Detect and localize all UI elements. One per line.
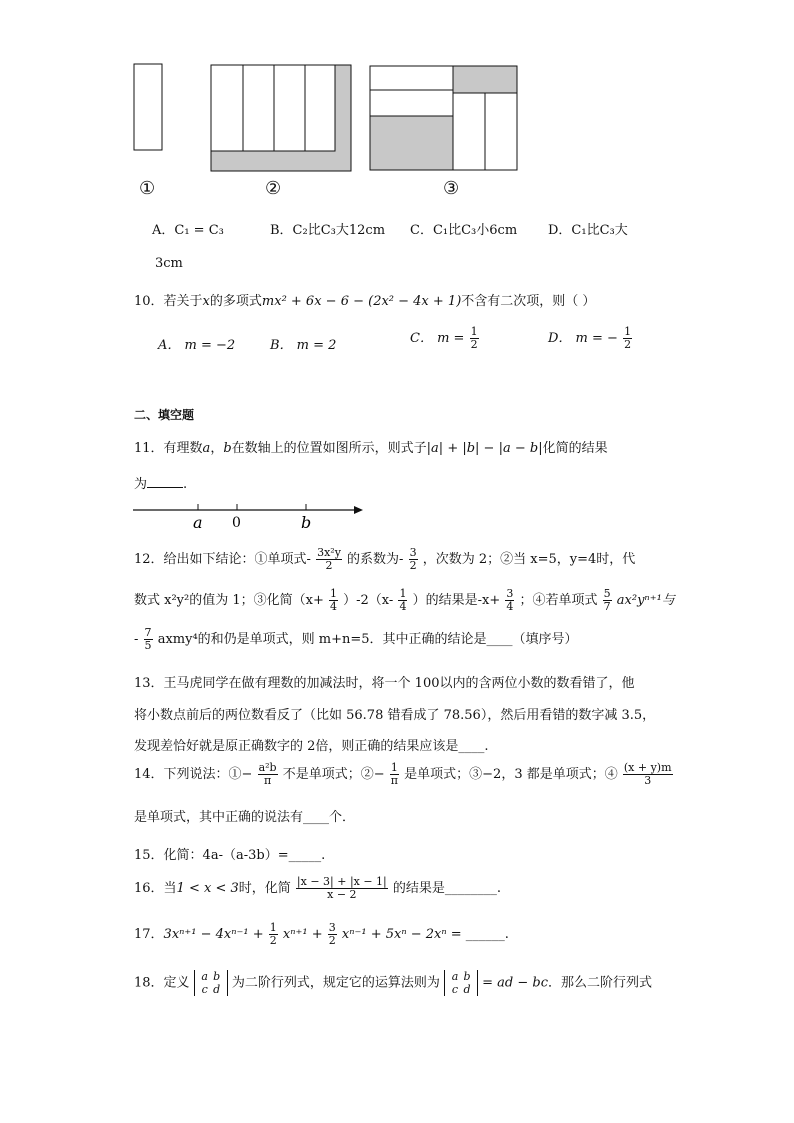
q14-line2: 是单项式，其中正确的说法有____个．	[134, 810, 356, 825]
q10-option-c: C． m = $\frac{1}{2}$	[410, 325, 478, 351]
fraction: $\frac{3}{2}$	[328, 921, 336, 947]
fraction: $\frac{\text{a²b}}{\pi}$	[258, 761, 277, 787]
fraction: $\frac{|x - 3| + |x - 1|}{x - 2}$	[296, 875, 387, 901]
determinant: a b c d	[194, 970, 228, 996]
fraction: $\frac{1}{\pi}$	[390, 761, 399, 787]
numberline-label-0: 0	[232, 515, 241, 531]
q12-line2: 数式 x²y²的值为 1；③化简（x+ $\frac{1}{4}$ ）-2（x- $\frac{1}{4}$ ）的结果是-x+ $\frac{3}{4}$ ；④若单项式 $\frac{5}{7}$ ax²yⁿ⁺¹与	[134, 587, 675, 613]
fraction: $\frac{3}{2}$	[409, 546, 417, 572]
answer-blank	[147, 475, 183, 488]
numberline-label-a: a	[193, 513, 203, 532]
q9-option-d-cont: 3cm	[155, 256, 183, 271]
number-line	[130, 498, 370, 534]
fraction: $\frac{3}{4}$	[506, 587, 514, 613]
q9-option-d: D．C₁比C₃大	[548, 223, 628, 238]
fraction: $\frac{1}{2}$	[624, 325, 632, 351]
fraction: $\frac{\text{3x²y}}{2}$	[317, 546, 341, 572]
q11-line2: 为 .	[134, 477, 188, 492]
q11-line1: 11．有理数a，b在数轴上的位置如图所示，则式子|a| + |b| − |a − b|化简的结果	[134, 441, 608, 456]
q15: 15．化简：4a-（a-3b）=_____.	[134, 848, 326, 863]
q17: 17．3xⁿ⁺¹ − 4xⁿ⁻¹ + $\frac{1}{2}$ xⁿ⁺¹ + $\frac{3}{2}$ xⁿ⁻¹ + 5xⁿ − 2xⁿ = ______.	[134, 921, 509, 947]
fraction: $\frac{1}{2}$	[470, 325, 478, 351]
fraction: $\frac{1}{4}$	[330, 587, 337, 613]
q10-option-d: D． m = − $\frac{1}{2}$	[548, 325, 632, 351]
section-title: 二、填空题	[134, 408, 195, 422]
q18: 18．定义 a b c d 为二阶行列式，规定它的运算法则为 a b c d = ad − bc．那么二阶行列式	[134, 970, 652, 996]
determinant: a b c d	[444, 970, 478, 996]
figure-1-rect	[134, 64, 162, 150]
figure-2-inner	[211, 65, 335, 151]
q16: 16．当1 < x < 3时，化简 $\frac{|x - 3| + |x - 1|}{x - 2}$ 的结果是________.	[134, 875, 502, 901]
q13-line1: 13．王马虎同学在做有理数的加减法时，将一个 100以内的含两位小数的数看错了，他	[134, 676, 635, 691]
q13-line2: 将小数点前后的两位数看反了（比如 56.78 错看成了 78.56），然后用看错的数字减 3.5，	[134, 708, 656, 723]
figure-rectangles	[0, 0, 794, 210]
fraction: $\frac{1}{2}$	[269, 921, 277, 947]
figure-1-label: ①	[139, 178, 156, 199]
fraction: $\frac{(x + y)m}{3}$	[623, 761, 672, 787]
q9-option-a: A．C₁ = C₃	[152, 223, 224, 238]
q12-line1: 12．给出如下结论：①单项式- $\frac{\text{3x²y}}{2}$ 的系数为- $\frac{3}{2}$ ，次数为 2；②当 x=5，y=4时，代	[134, 546, 636, 572]
q10-stem: 10．若关于x的多项式mx² + 6x − 6 − (2x² − 4x + 1)不含有二次项，则（ ）	[134, 294, 596, 309]
figure-3-label: ③	[443, 178, 460, 199]
numberline-label-b: b	[301, 513, 312, 532]
fraction: $\frac{7}{5}$	[144, 626, 152, 652]
q9-option-c: C．C₁比C₃小6cm	[410, 223, 518, 238]
figure-2-label: ②	[265, 178, 282, 199]
q10-option-a: A． m = −2	[158, 338, 236, 353]
q13-line3: 发现差恰好就是原正确数字的 2倍，则正确的结果应该是____.	[134, 739, 489, 754]
fraction: $\frac{5}{7}$	[603, 587, 611, 613]
fraction: $\frac{1}{4}$	[399, 587, 407, 613]
q10-option-b: B． m = 2	[270, 338, 337, 353]
q9-option-b: B．C₂比C₃大12cm	[270, 223, 386, 238]
q12-line3: - $\frac{7}{5}$ axmy⁴的和仍是单项式，则 m+n=5．其中正确的结论是____（填序号）	[134, 626, 578, 652]
q14-line1: 14．下列说法：①− $\frac{\text{a²b}}{\pi}$ 不是单项式；②− $\frac{1}{\pi}$ 是单项式；③−2，3 都是单项式；④ $\frac{(x + y)m}{3}$	[134, 761, 672, 787]
